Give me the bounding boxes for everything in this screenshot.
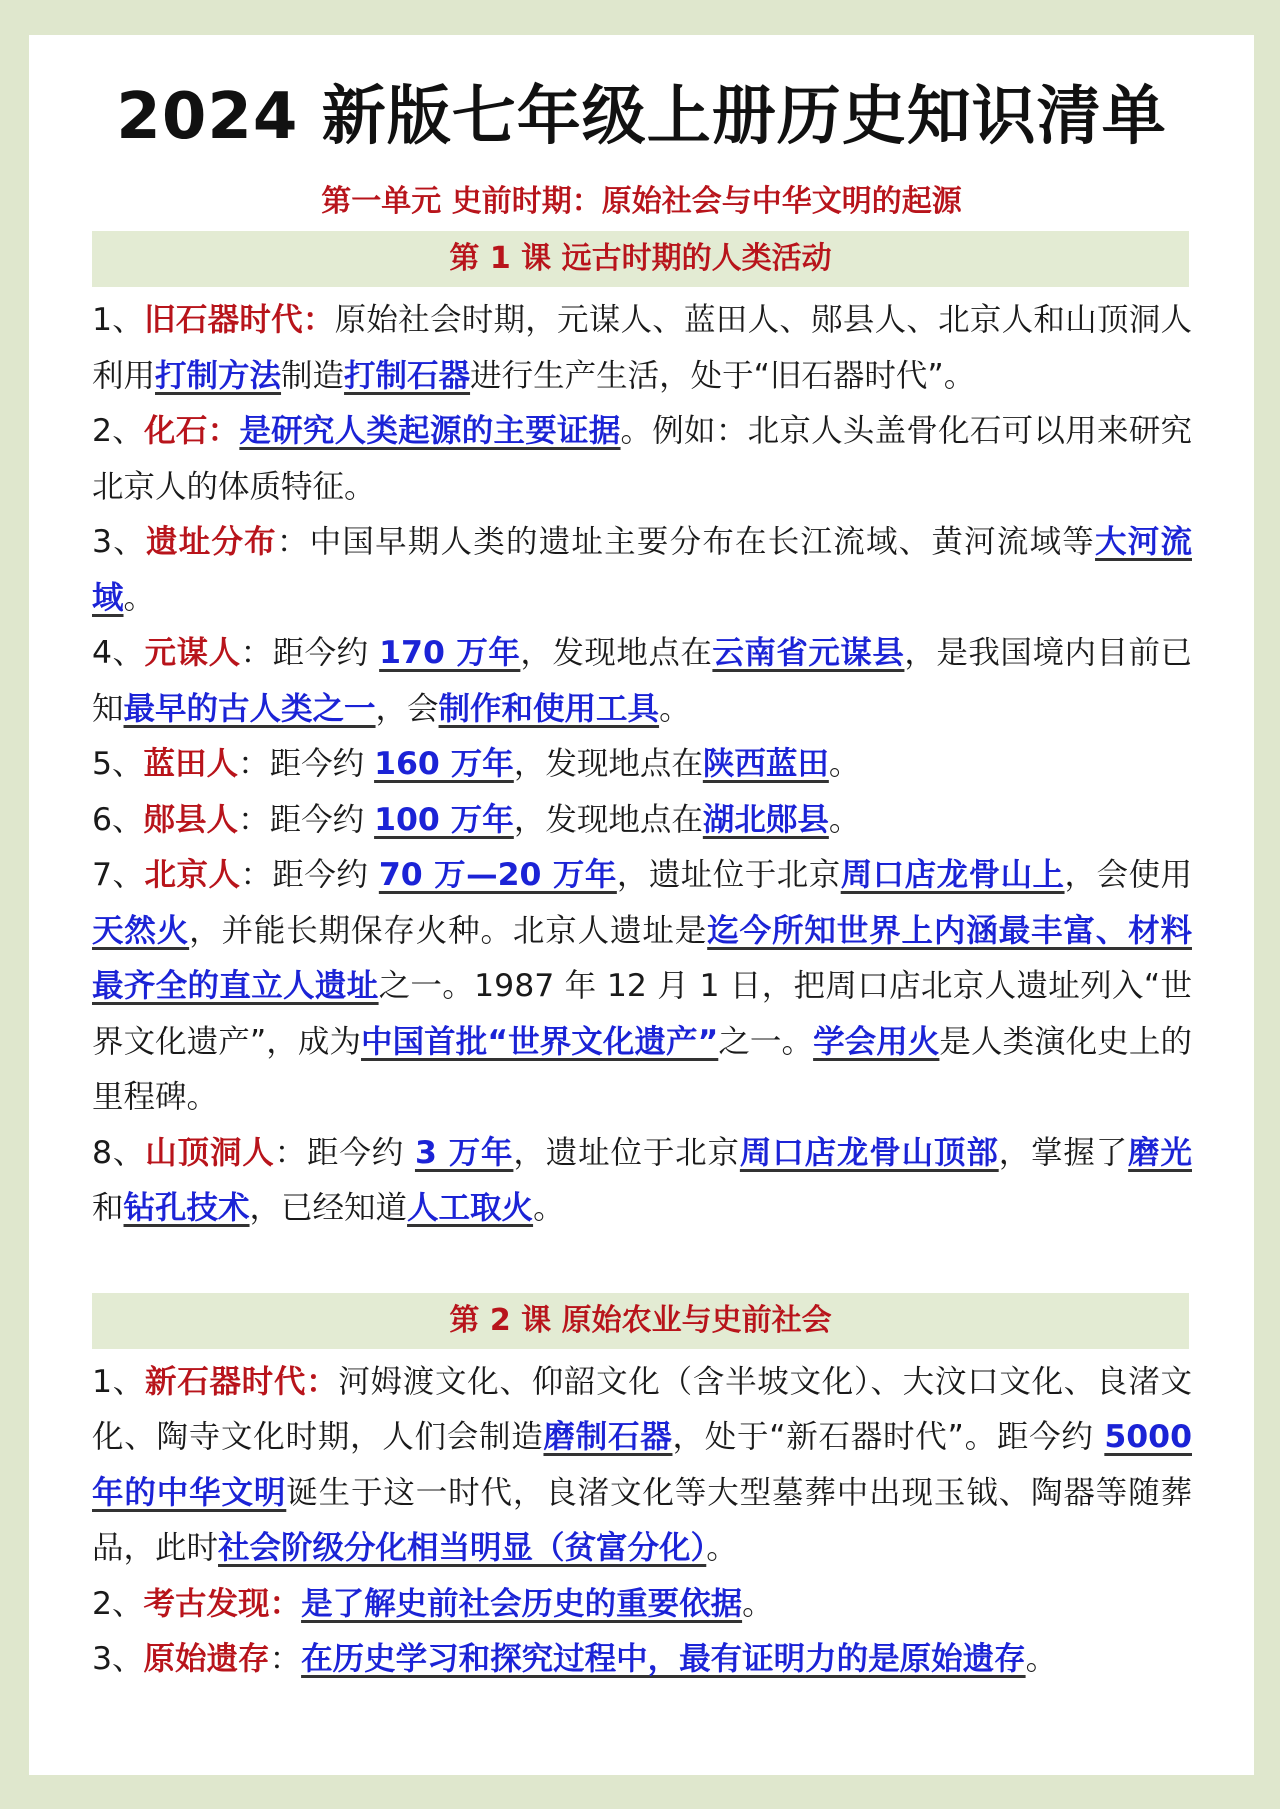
text-segment: 之一。1987 年 12 月 1 日，把周口店北京人遗址列入“世界文化遗产”，成为	[92, 968, 1192, 1060]
key-term: 新石器时代：	[145, 1363, 339, 1400]
key-term: 元谋人	[144, 635, 241, 671]
highlighted-answer: 是研究人类起源的主要证据	[239, 413, 621, 449]
lesson-1-heading: 第 1 课 远古时期的人类活动	[92, 231, 1189, 287]
highlighted-answer: 是了解史前社会历史的重要依据	[301, 1585, 743, 1622]
text-segment: ，已经知道	[249, 1190, 408, 1226]
text-segment: ，会	[375, 690, 439, 727]
text-segment: 2、	[92, 1585, 144, 1622]
highlighted-answer: 钻孔技术	[123, 1190, 250, 1226]
text-segment: ，遗址位于北京	[616, 857, 841, 893]
text-segment: 。	[828, 801, 861, 838]
list-item	[92, 626, 1192, 737]
text-segment: 。例如：北京人头盖骨化石可以用来研究北京人的体质特征。	[92, 413, 1192, 505]
highlighted-answer: 湖北郧县	[702, 801, 829, 838]
list-item	[92, 293, 1192, 404]
highlighted-answer: 中国首批“世界文化遗产”	[361, 1023, 719, 1060]
highlighted-answer: 社会阶级分化相当明显（贫富分化）	[218, 1530, 707, 1566]
highlighted-answer: 打制石器	[344, 357, 471, 394]
key-term: 考古发现：	[143, 1585, 302, 1622]
highlighted-answer: 100 万年	[374, 801, 514, 838]
text-segment: 。	[659, 690, 691, 727]
text-segment: 和	[92, 1190, 124, 1226]
key-term: 遗址分布	[146, 524, 277, 560]
highlighted-answer: 70 万—20 万年	[378, 857, 617, 893]
highlighted-answer: 170 万年	[379, 635, 521, 671]
unit-heading: 第一单元 史前时期：原始社会与中华文明的起源	[321, 184, 962, 219]
key-term: 原始遗存	[143, 1641, 270, 1677]
key-term: 旧石器时代：	[144, 302, 335, 338]
text-segment: 。	[533, 1190, 565, 1226]
highlighted-answer: 迄今所知世界上内涵最丰富、材料最齐全的直立人遗址	[92, 912, 1192, 1004]
highlighted-answer: 160 万年	[374, 746, 514, 782]
text-segment: 5、	[92, 746, 144, 782]
text-segment: 。	[828, 746, 861, 782]
highlighted-answer: 云南省元谋县	[712, 635, 905, 671]
text-segment: 河姆渡文化、仰韶文化（含半坡文化）、大汶口文化、良渚文化、陶寺文化时期，人们会制造	[92, 1363, 1192, 1455]
highlighted-answer: 磨光	[1128, 1134, 1192, 1171]
document-page	[29, 35, 1254, 1775]
key-term: 北京人	[144, 857, 241, 893]
page-title: 2024 新版七年级上册历史知识清单	[116, 80, 1167, 154]
text-segment: ，发现地点在	[513, 801, 703, 838]
highlighted-answer: 3 万年	[414, 1134, 514, 1171]
list-item	[92, 1577, 1192, 1633]
list-item	[92, 848, 1192, 1126]
text-segment: 。	[1025, 1641, 1058, 1677]
text-segment: ，会使用	[1064, 857, 1192, 893]
key-term: 山顶洞人	[145, 1134, 275, 1171]
lesson-2-heading: 第 2 课 原始农业与史前社会	[92, 1293, 1189, 1349]
text-segment: 4、	[92, 635, 145, 671]
highlighted-answer: 5000 年的中华文明	[92, 1419, 1192, 1511]
list-item	[92, 1632, 1192, 1688]
text-segment: 。	[123, 579, 156, 616]
highlighted-answer: 周口店龙骨山顶部	[739, 1134, 999, 1171]
highlighted-answer: 天然火	[92, 912, 190, 949]
highlighted-answer: 打制方法	[155, 357, 282, 394]
text-segment: 7、	[92, 857, 145, 893]
text-segment: 8、	[92, 1134, 146, 1171]
text-segment: 6、	[92, 801, 144, 838]
list-item	[92, 793, 1192, 849]
highlighted-answer: 大河流域	[92, 524, 1192, 616]
text-segment: ，掌握了	[998, 1134, 1129, 1171]
lesson-1-body	[92, 293, 1192, 1237]
text-segment: ，发现地点在	[520, 635, 713, 671]
highlighted-answer: 周口店龙骨山上	[840, 857, 1065, 893]
text-segment: 之一。	[718, 1023, 814, 1060]
key-term: 蓝田人	[143, 746, 239, 782]
text-segment: 原始社会时期，元谋人、蓝田人、郧县人、北京人和山顶洞人利用	[92, 302, 1192, 394]
text-segment: ：距今约	[240, 635, 380, 671]
text-segment: ：距今约	[238, 801, 375, 838]
text-segment: 2、	[92, 413, 145, 449]
list-item	[92, 737, 1192, 793]
text-segment: ，处于“新石器时代”。距今约	[672, 1419, 1105, 1455]
lesson-2-body	[92, 1355, 1192, 1688]
list-item	[92, 1355, 1192, 1577]
list-item	[92, 1126, 1192, 1237]
text-segment: ，是我国境内目前已知	[92, 635, 1192, 727]
text-segment: 1、	[92, 302, 145, 338]
text-segment: ，发现地点在	[513, 746, 703, 782]
text-segment: 。	[742, 1585, 774, 1622]
text-segment: 制造	[281, 357, 345, 394]
highlighted-answer: 人工取火	[407, 1190, 534, 1226]
text-segment: ：距今约	[240, 857, 379, 893]
text-segment: ：中国早期人类的遗址主要分布在长江流域、黄河流域等	[276, 524, 1096, 560]
highlighted-answer: 磨制石器	[543, 1419, 673, 1455]
text-segment: ，遗址位于北京	[513, 1134, 740, 1171]
key-term: 化石：	[144, 413, 240, 449]
key-term: 郧县人	[143, 801, 239, 838]
text-segment: 3、	[92, 524, 146, 560]
text-segment: ，并能长期保存火种。北京人遗址是	[189, 912, 708, 949]
text-segment: 1、	[92, 1363, 145, 1400]
text-segment: ：距今约	[274, 1134, 415, 1171]
text-segment: 是人类演化史上的里程碑。	[92, 1023, 1192, 1115]
highlighted-answer: 在历史学习和探究过程中，最有证明力的是原始遗存	[301, 1641, 1026, 1677]
text-segment: 。	[706, 1530, 738, 1566]
text-segment: ：	[269, 1641, 302, 1677]
list-item	[92, 515, 1192, 626]
highlighted-answer: 陕西蓝田	[702, 746, 829, 782]
text-segment: ：距今约	[238, 746, 375, 782]
list-item	[92, 404, 1192, 515]
text-segment: 诞生于这一时代，良渚文化等大型墓葬中出现玉钺、陶器等随葬品，此时	[92, 1474, 1192, 1566]
highlighted-answer: 最早的古人类之一	[123, 690, 376, 727]
highlighted-answer: 制作和使用工具	[438, 690, 660, 727]
highlighted-answer: 学会用火	[813, 1023, 940, 1060]
text-segment: 进行生产生活，处于“旧石器时代”。	[470, 357, 976, 394]
text-segment: 3、	[92, 1641, 144, 1677]
